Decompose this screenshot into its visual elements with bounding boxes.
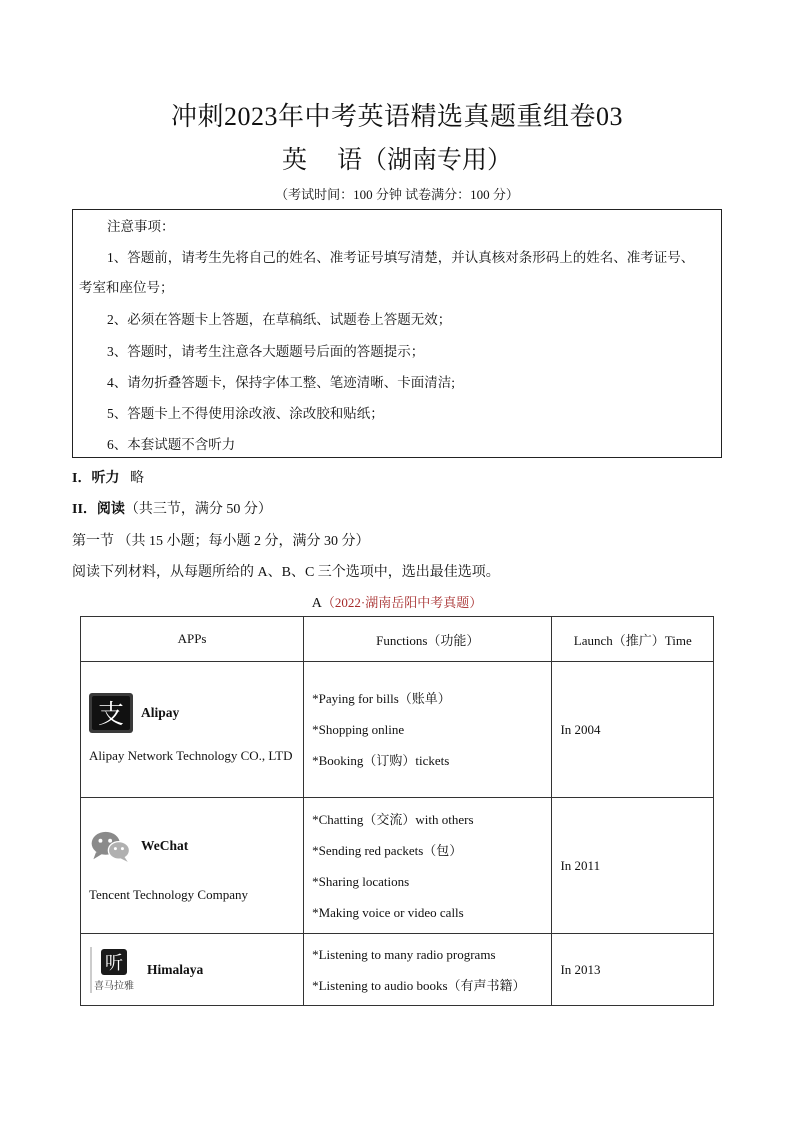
notice-box	[72, 209, 722, 458]
notice-heading: 注意事项：	[107, 219, 175, 234]
app-cell-alipay	[81, 662, 304, 798]
notice-item-5: 5、答题卡上不得使用涂改液、涂改胶和贴纸；	[107, 406, 384, 421]
app-launch: In 2011	[552, 798, 714, 934]
app-cell-himalaya	[81, 934, 304, 1006]
header-apps: APPs	[81, 617, 304, 662]
function-item: *Listening to audio books（有声书籍）	[312, 977, 526, 993]
app-company: Alipay Network Technology CO., LTD	[89, 747, 293, 763]
table-row	[81, 934, 714, 1006]
header-launch: Launch（推广）Time	[552, 617, 714, 662]
passage-label: A	[311, 596, 322, 611]
passage-source: （2022·湖南岳阳中考真题）	[321, 595, 483, 610]
function-item: *Listening to many radio programs	[312, 946, 496, 962]
app-name: WeChat	[141, 837, 189, 853]
function-item: *Paying for bills（账单）	[312, 691, 451, 706]
subject-rest: 语（湖南专用）	[337, 147, 513, 174]
table-header-row	[81, 617, 714, 662]
svg-text:支: 支	[97, 699, 125, 730]
himalaya-logo-icon	[89, 945, 139, 995]
function-item: *Sharing locations	[312, 873, 410, 889]
function-item: *Booking（订购）tickets	[312, 753, 450, 768]
reading-text: （共三节，满分 50 分）	[124, 502, 272, 517]
reading-number: II．阅读	[72, 502, 125, 517]
apps-table	[80, 616, 714, 1006]
exam-time-info: （考试时间：100 分钟 试卷满分：100 分）	[275, 187, 519, 202]
listening-number: I．听力	[72, 471, 120, 486]
passage-title	[0, 592, 794, 612]
listening-text: 略	[129, 471, 144, 486]
app-company: Tencent Technology Company	[89, 886, 248, 902]
section-part1: 第一节 （共 15 小题；每小题 2 分，满分 30 分）	[72, 534, 370, 549]
table-row	[81, 662, 714, 798]
header-functions: Functions（功能）	[304, 617, 552, 662]
notice-item-6: 6、本套试题不含听力	[107, 437, 236, 452]
section-instruction: 阅读下列材料，从每题所给的 A、B、C 三个选项中，选出最佳选项。	[72, 565, 500, 580]
subject-char: 英	[281, 147, 307, 174]
function-item: *Sending red packets（包）	[312, 842, 463, 858]
app-cell-wechat	[81, 798, 304, 934]
app-functions	[304, 798, 552, 934]
alipay-logo-icon	[89, 693, 133, 733]
notice-item-2: 2、必须在答题卡上答题，在草稿纸、试题卷上答题无效；	[107, 312, 452, 327]
function-item: *Making voice or video calls	[312, 904, 464, 920]
exam-title: 冲刺2023年中考英语精选真题重组卷03	[170, 102, 623, 131]
function-item: *Chatting（交流）with others	[312, 811, 474, 827]
notice-item-1: 1、答题前，请考生先将自己的姓名、准考证号填写清楚，并认真核对条形码上的姓名、准考证号、	[107, 250, 695, 265]
app-launch: In 2004	[552, 662, 714, 798]
svg-text:听: 听	[105, 952, 123, 974]
exam-subject	[0, 140, 794, 176]
notice-item-3: 3、答题时，请考生注意各大题题号后面的答题提示；	[107, 344, 425, 359]
app-name: Alipay	[141, 704, 180, 720]
section-listening	[72, 467, 144, 487]
section-reading	[72, 498, 272, 518]
function-item: *Shopping online	[312, 722, 405, 737]
notice-item-1-cont: 考室和座位号；	[79, 280, 174, 295]
app-launch: In 2013	[552, 934, 714, 1006]
app-functions	[304, 662, 552, 798]
notice-item-4: 4、请勿折叠答题卡，保持字体工整、笔迹清晰、卡面清洁;	[107, 375, 455, 390]
app-name: Himalaya	[147, 961, 204, 977]
app-functions	[304, 934, 552, 1006]
svg-text:喜马拉雅: 喜马拉雅	[94, 980, 134, 992]
table-row	[81, 798, 714, 934]
wechat-logo-icon	[89, 826, 133, 866]
